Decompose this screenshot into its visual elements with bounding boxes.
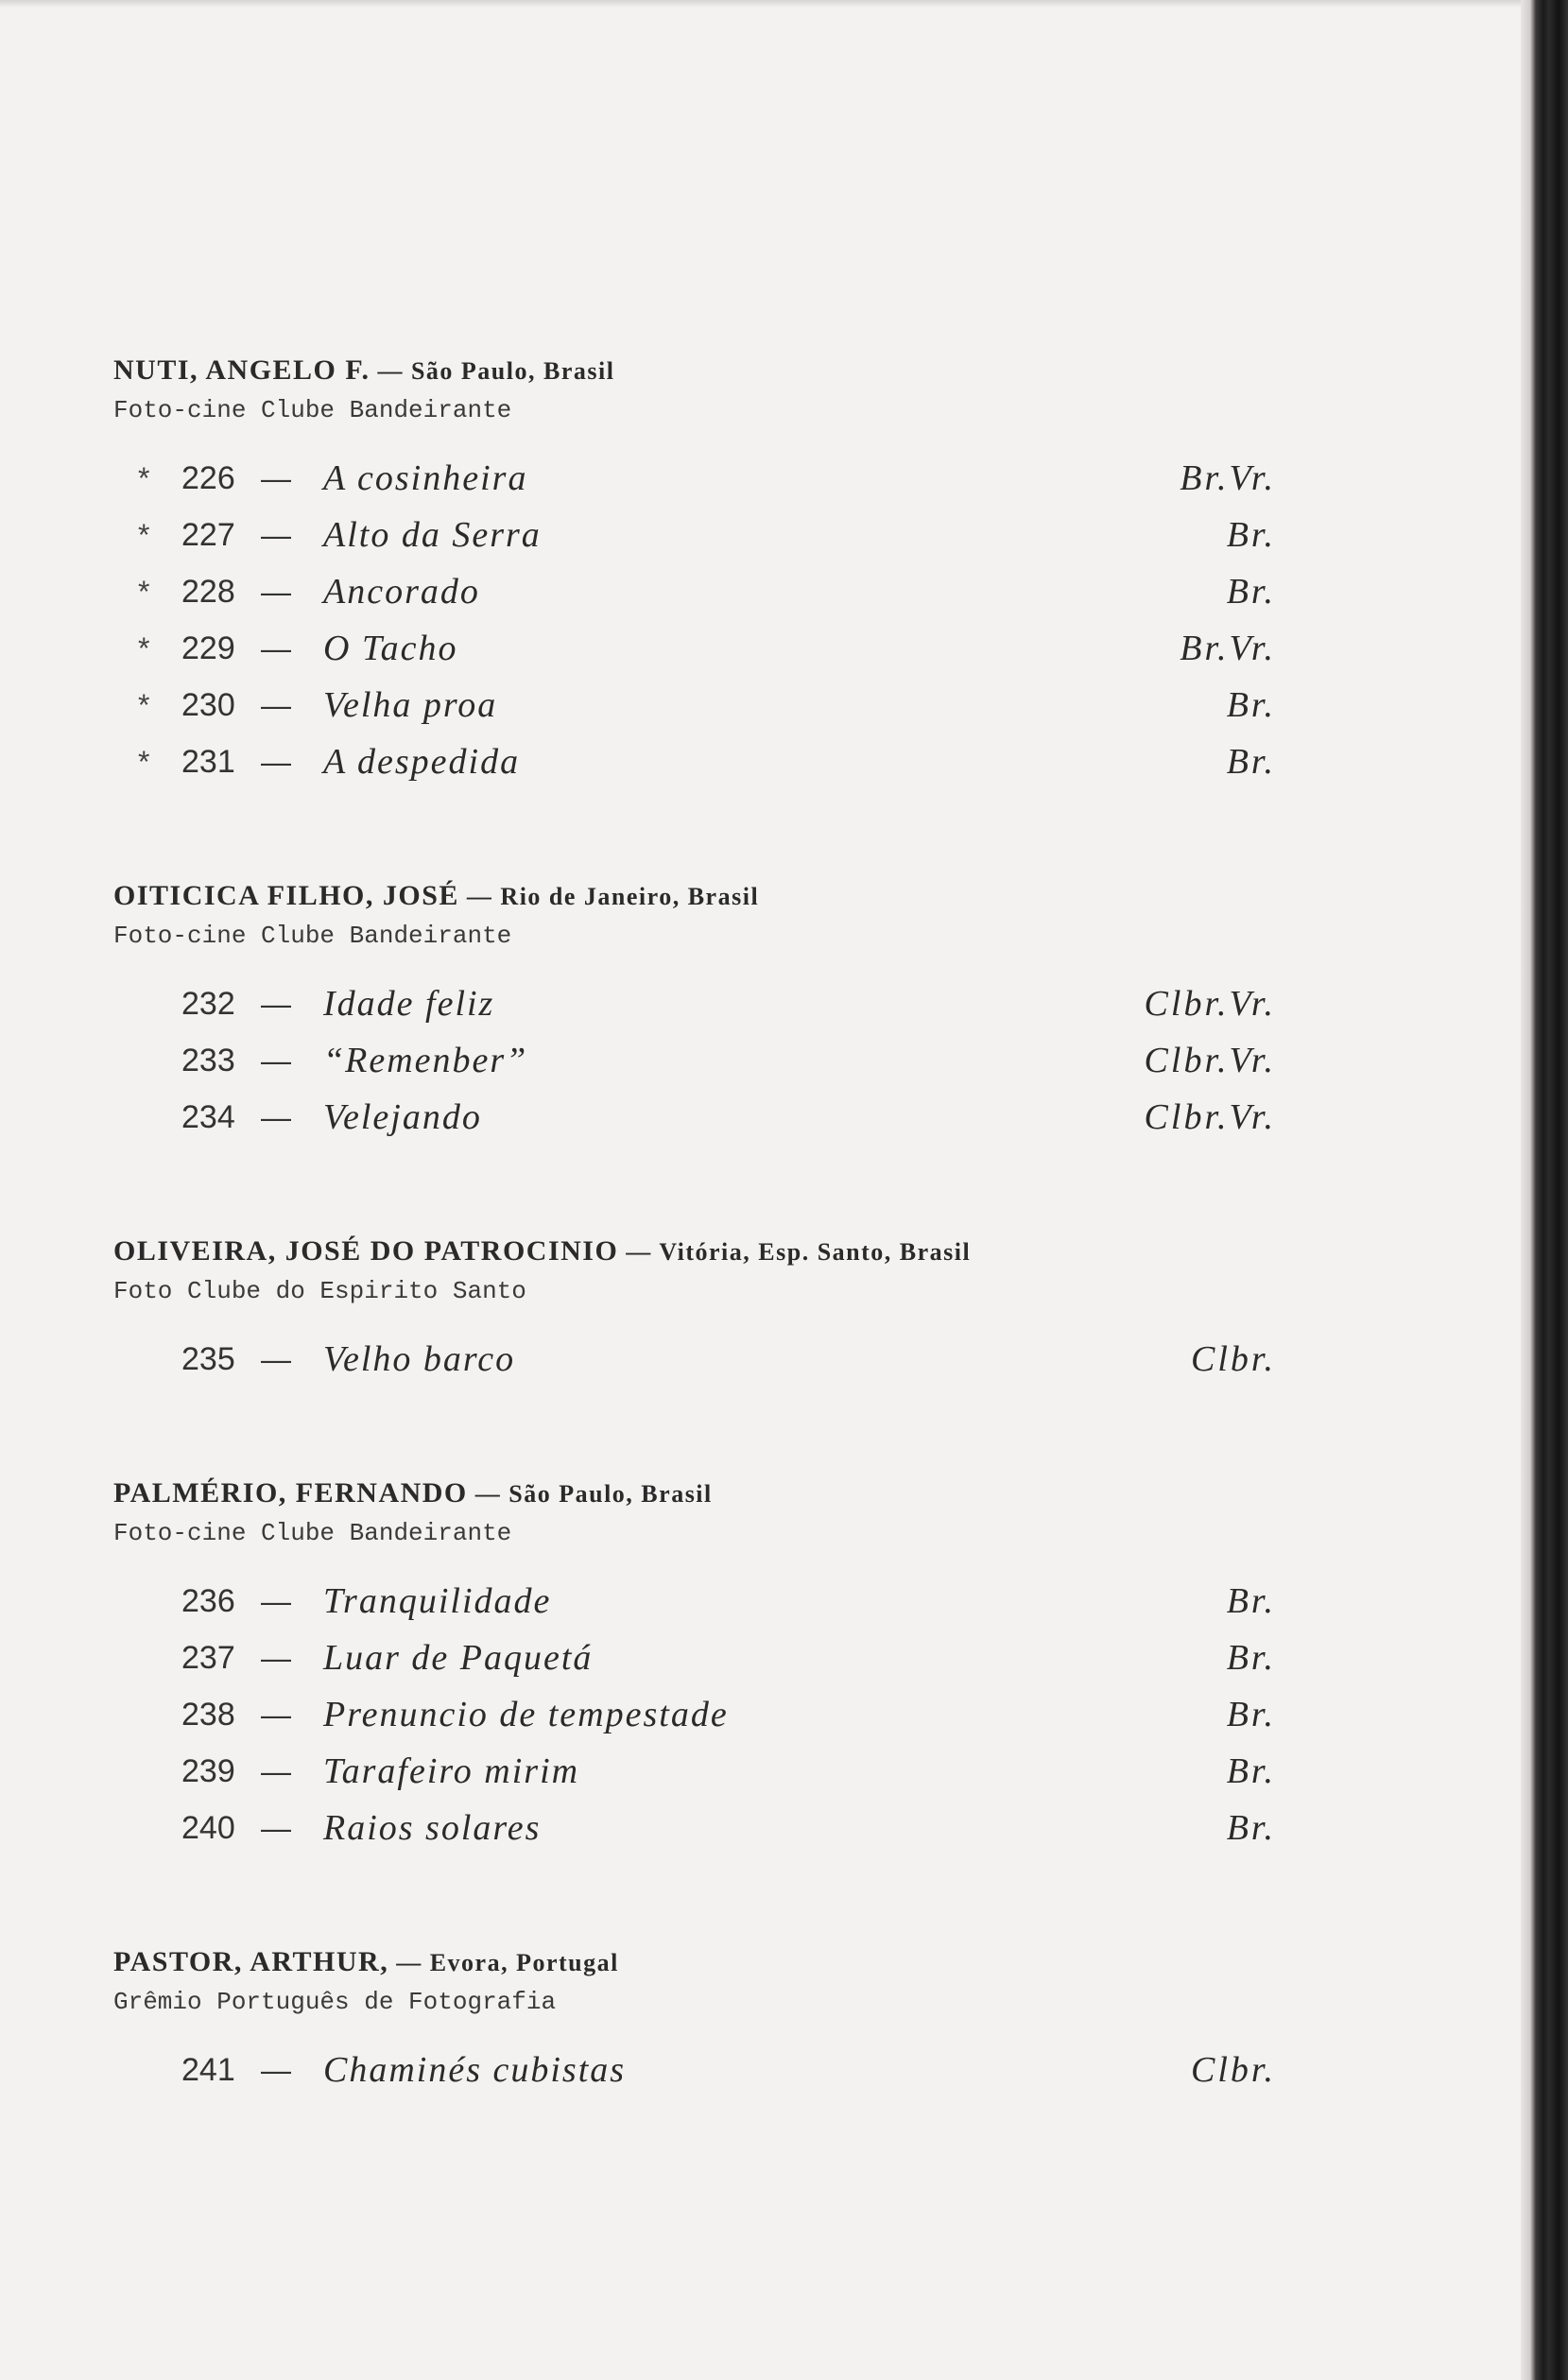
work-technique: Br. xyxy=(1226,515,1276,555)
exhibitor-name: OLIVEIRA, JOSÉ DO PATROCINIO xyxy=(113,1235,619,1267)
work-row xyxy=(113,1573,1276,1630)
work-technique: Br. xyxy=(1226,685,1276,725)
work-title: Idade feliz xyxy=(323,984,495,1024)
work-title: Velejando xyxy=(323,1097,482,1137)
work-dash: — xyxy=(261,461,291,495)
work-dash: — xyxy=(261,2053,291,2087)
work-number: 227 xyxy=(181,517,235,553)
work-row xyxy=(113,677,1276,733)
exhibitor-location: Rio de Janeiro, Brasil xyxy=(500,883,760,910)
work-technique: Br. xyxy=(1226,1751,1276,1791)
separator-dash: — xyxy=(626,1238,652,1266)
work-number: 233 xyxy=(181,1043,235,1078)
award-star-mark: * xyxy=(138,745,150,779)
work-title: A cosinheira xyxy=(323,458,528,498)
work-technique: Br. xyxy=(1226,1581,1276,1621)
work-technique: Clbr.Vr. xyxy=(1144,1041,1276,1080)
award-star-mark: * xyxy=(138,518,150,552)
exhibitor-entry xyxy=(113,877,1276,1146)
work-number: 240 xyxy=(181,1810,235,1846)
exhibitor-club: Foto-cine Clube Bandeirante xyxy=(113,1519,512,1547)
work-title: Tarafeiro mirim xyxy=(323,1751,580,1791)
award-star-mark: * xyxy=(138,461,150,495)
work-row xyxy=(113,1686,1276,1743)
exhibitor-entry xyxy=(113,1233,1276,1388)
work-row xyxy=(113,563,1276,620)
work-title: Velha proa xyxy=(323,685,498,725)
work-row xyxy=(113,450,1276,507)
work-number: 236 xyxy=(181,1583,235,1619)
work-technique: Br. xyxy=(1226,1695,1276,1734)
work-dash: — xyxy=(261,1584,291,1618)
separator-dash: — xyxy=(466,883,493,910)
work-row xyxy=(113,975,1276,1032)
work-dash: — xyxy=(261,1811,291,1845)
work-dash: — xyxy=(261,987,291,1021)
work-title: Chaminés cubistas xyxy=(323,2050,627,2090)
work-technique: Br. xyxy=(1226,1638,1276,1678)
exhibitor-header xyxy=(113,1233,1276,1270)
exhibitor-location: São Paulo, Brasil xyxy=(508,1480,713,1508)
work-number: 229 xyxy=(181,630,235,666)
work-technique: Clbr.Vr. xyxy=(1144,984,1276,1024)
exhibitor-location: Vitória, Esp. Santo, Brasil xyxy=(659,1238,972,1266)
work-title: A despedida xyxy=(323,742,521,782)
work-title: Alto da Serra xyxy=(323,515,542,555)
exhibitor-header xyxy=(113,1943,1276,1981)
work-dash: — xyxy=(261,631,291,665)
work-row xyxy=(113,1743,1276,1800)
work-dash: — xyxy=(261,1754,291,1788)
work-row xyxy=(113,733,1276,790)
work-title: Velho barco xyxy=(323,1339,516,1379)
work-title: Ancorado xyxy=(323,572,480,612)
work-technique: Br.Vr. xyxy=(1180,629,1276,668)
exhibitor-entry xyxy=(113,1475,1276,1856)
work-title: Prenuncio de tempestade xyxy=(323,1695,729,1734)
award-star-mark: * xyxy=(138,575,150,609)
exhibitor-location: Evora, Portugal xyxy=(429,1949,619,1976)
work-title: O Tacho xyxy=(323,629,458,668)
award-star-mark: * xyxy=(138,688,150,722)
work-row xyxy=(113,620,1276,677)
work-title: Raios solares xyxy=(323,1808,542,1848)
works-list xyxy=(113,975,1276,1146)
exhibitor-club: Grêmio Português de Fotografia xyxy=(113,1988,557,2016)
work-row xyxy=(113,2042,1276,2098)
work-number: 226 xyxy=(181,460,235,496)
work-technique: Clbr. xyxy=(1191,2050,1276,2090)
award-star-mark: * xyxy=(138,631,150,665)
work-number: 232 xyxy=(181,986,235,1022)
exhibitor-club: Foto-cine Clube Bandeirante xyxy=(113,396,512,424)
work-number: 238 xyxy=(181,1697,235,1733)
work-dash: — xyxy=(261,1698,291,1732)
work-technique: Clbr.Vr. xyxy=(1144,1097,1276,1137)
work-number: 235 xyxy=(181,1341,235,1377)
work-number: 234 xyxy=(181,1099,235,1135)
work-dash: — xyxy=(261,1641,291,1675)
exhibitor-name: PALMÉRIO, FERNANDO xyxy=(113,1477,468,1509)
exhibitor-club: Foto Clube do Espirito Santo xyxy=(113,1277,526,1305)
separator-dash: — xyxy=(396,1949,422,1976)
work-technique: Br. xyxy=(1226,1808,1276,1848)
work-number: 228 xyxy=(181,574,235,610)
exhibitor-header xyxy=(113,877,1276,915)
work-dash: — xyxy=(261,1043,291,1078)
work-technique: Br. xyxy=(1226,742,1276,782)
exhibitor-name: PASTOR, ARTHUR, xyxy=(113,1946,389,1977)
work-dash: — xyxy=(261,745,291,779)
work-number: 230 xyxy=(181,687,235,723)
works-list xyxy=(113,1573,1276,1856)
work-dash: — xyxy=(261,575,291,609)
exhibitor-header xyxy=(113,1475,1276,1512)
separator-dash: — xyxy=(474,1480,502,1508)
work-row xyxy=(113,1630,1276,1686)
work-row xyxy=(113,1331,1276,1388)
work-technique: Br. xyxy=(1226,572,1276,612)
work-row xyxy=(113,1089,1276,1146)
exhibitor-header xyxy=(113,352,1276,389)
exhibitor-club: Foto-cine Clube Bandeirante xyxy=(113,922,512,950)
work-row xyxy=(113,507,1276,563)
book-spine-edge xyxy=(1521,0,1568,2380)
work-dash: — xyxy=(261,518,291,552)
work-title: Tranquilidade xyxy=(323,1581,552,1621)
exhibitor-entry xyxy=(113,1943,1276,2098)
work-technique: Br.Vr. xyxy=(1180,458,1276,498)
page-top-edge xyxy=(0,0,1521,8)
work-dash: — xyxy=(261,688,291,722)
catalog-page xyxy=(113,352,1276,2185)
work-title: “Remenber” xyxy=(323,1041,528,1080)
work-number: 237 xyxy=(181,1640,235,1676)
work-dash: — xyxy=(261,1100,291,1134)
work-number: 231 xyxy=(181,744,235,780)
work-number: 241 xyxy=(181,2052,235,2088)
work-row xyxy=(113,1032,1276,1089)
work-title: Luar de Paquetá xyxy=(323,1638,594,1678)
works-list xyxy=(113,2042,1276,2098)
work-number: 239 xyxy=(181,1753,235,1789)
works-list xyxy=(113,1331,1276,1388)
separator-dash: — xyxy=(377,357,404,385)
exhibitor-name: OITICICA FILHO, JOSÉ xyxy=(113,880,459,911)
work-dash: — xyxy=(261,1342,291,1376)
work-row xyxy=(113,1800,1276,1856)
exhibitor-name: NUTI, ANGELO F. xyxy=(113,354,370,386)
work-technique: Clbr. xyxy=(1191,1339,1276,1379)
exhibitor-location: São Paulo, Brasil xyxy=(410,357,615,385)
exhibitor-entry xyxy=(113,352,1276,790)
works-list xyxy=(113,450,1276,790)
